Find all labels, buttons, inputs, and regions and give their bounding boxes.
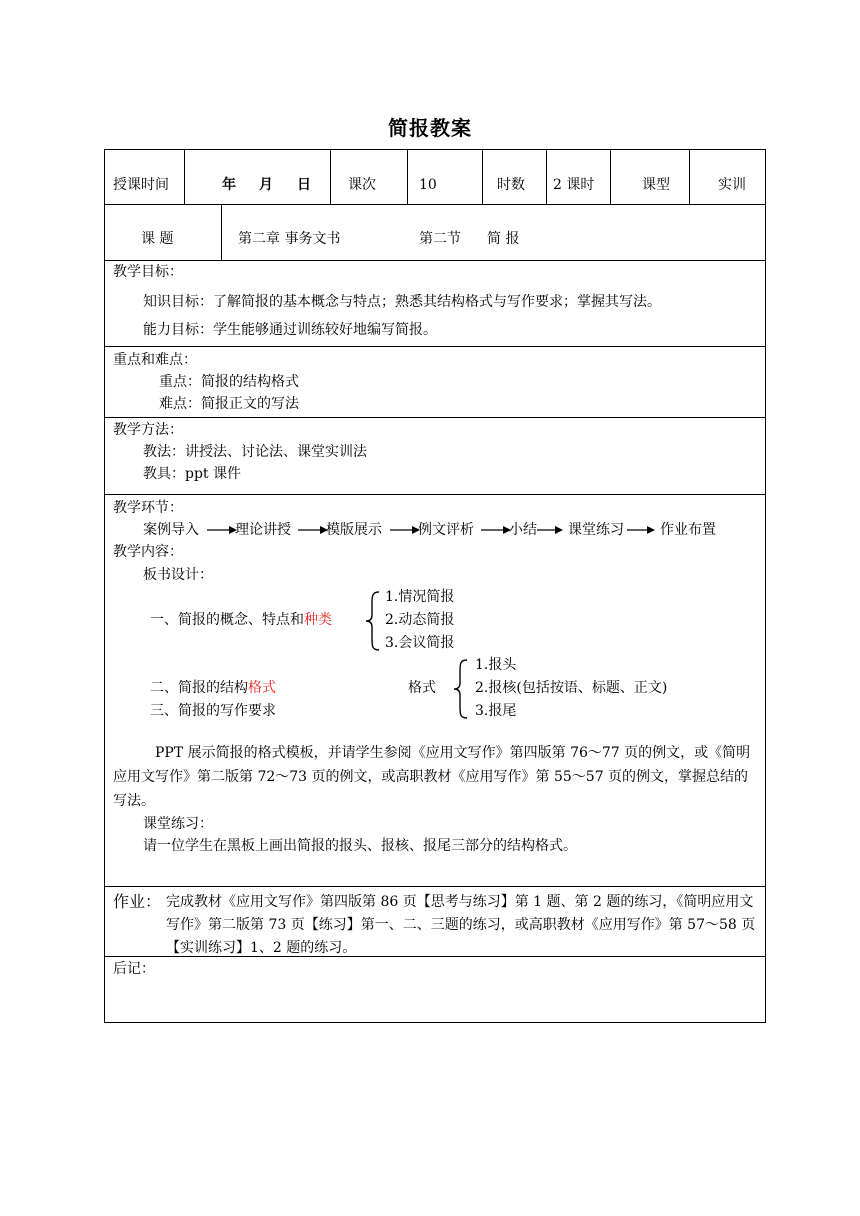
brace-icon bbox=[365, 590, 381, 652]
row-divider bbox=[105, 886, 765, 887]
day-label: 日 bbox=[297, 177, 311, 193]
practice-heading: 课堂练习： bbox=[143, 816, 213, 832]
process-step: 模版展示 bbox=[326, 522, 382, 538]
time-label: 授课时间 bbox=[113, 177, 169, 193]
year-label: 年 bbox=[222, 177, 236, 193]
process-step: 案例导入 bbox=[143, 522, 199, 538]
col-divider bbox=[546, 150, 547, 204]
row-divider bbox=[105, 417, 765, 418]
teaching-approach: 教法：讲授法、讨论法、课堂实训法 bbox=[143, 444, 367, 460]
arrow-right-icon bbox=[481, 525, 511, 535]
session-value: 10 bbox=[419, 177, 437, 193]
ppt-paragraph: PPT 展示简报的格式模板，并请学生参阅《应用文写作》第四版第 76～77 页的例文，或《简明应用文写作》第二版第 72～73 页的例文，或高职教材《应用写作》第 55～57 页的例文，掌握总结的写法。 bbox=[113, 745, 751, 809]
arrow-right-icon bbox=[390, 525, 420, 535]
arrow-right-icon bbox=[627, 525, 655, 535]
highlight-types: 种类 bbox=[304, 612, 332, 628]
board-heading: 板书设计： bbox=[143, 567, 213, 583]
topic-section-name: 简 报 bbox=[487, 231, 520, 247]
methods-heading: 教学方法： bbox=[113, 422, 183, 438]
teaching-tools: 教具：ppt 课件 bbox=[143, 466, 241, 482]
month-label: 月 bbox=[259, 177, 273, 193]
process-step: 理论讲授 bbox=[235, 522, 291, 538]
content-heading: 教学内容： bbox=[113, 544, 183, 560]
afterword-label: 后记： bbox=[113, 961, 155, 977]
document-title: 简报教案 bbox=[388, 116, 472, 140]
session-label: 课次 bbox=[348, 177, 376, 193]
row-divider bbox=[105, 204, 765, 205]
board-item-1: 一、简报的概念、特点和种类 bbox=[150, 612, 332, 628]
topic-section: 第二节 bbox=[419, 231, 461, 247]
process-step: 作业布置 bbox=[660, 522, 716, 538]
arrow-right-icon bbox=[298, 525, 328, 535]
format-label: 格式 bbox=[408, 680, 436, 696]
type-item: 3.会议简报 bbox=[385, 635, 455, 651]
knowledge-goal: 知识目标：了解简报的基本概念与特点；熟悉其结构格式与写作要求；掌握其写法。 bbox=[143, 294, 661, 310]
col-divider bbox=[610, 150, 611, 204]
row-divider bbox=[105, 494, 765, 495]
col-divider bbox=[184, 150, 185, 204]
board-item-3: 三、简报的写作要求 bbox=[150, 703, 276, 719]
arrow-right-icon bbox=[207, 525, 237, 535]
arrow-right-icon bbox=[537, 525, 563, 535]
process-step: 小结 bbox=[509, 522, 537, 538]
process-heading: 教学环节： bbox=[113, 500, 183, 516]
process-step: 例文评析 bbox=[418, 522, 474, 538]
hours-label: 时数 bbox=[497, 177, 525, 193]
topic-chapter: 第二章 事务文书 bbox=[238, 231, 341, 247]
format-part: 3.报尾 bbox=[475, 703, 517, 719]
type-item: 1.情况简报 bbox=[385, 589, 455, 605]
process-step: 课堂练习 bbox=[568, 522, 624, 538]
homework-label: 作业： bbox=[113, 892, 162, 911]
col-divider bbox=[221, 204, 222, 260]
keypoints-heading: 重点和难点： bbox=[113, 352, 197, 368]
key-point: 重点：简报的结构格式 bbox=[159, 374, 299, 390]
homework-text: 完成教材《应用文写作》第四版第 86 页【思考与练习】第 1 题、第 2 题的练习，《简明应用文写作》第二版第 73 页【练习】第一、二、三题的练习，或高职教材《应用写作》第 57～58 页【实训练习】1、2 题的练习。 bbox=[166, 894, 756, 956]
col-divider bbox=[407, 150, 408, 204]
col-divider bbox=[330, 150, 331, 204]
ability-goal: 能力目标：学生能够通过训练较好地编写简报。 bbox=[143, 322, 437, 338]
topic-label: 课 题 bbox=[141, 231, 174, 247]
board-item-2: 二、简报的结构格式 bbox=[150, 680, 276, 696]
brace-icon bbox=[453, 658, 469, 720]
col-divider bbox=[482, 150, 483, 204]
format-part: 2.报核(包括按语、标题、正文) bbox=[475, 680, 668, 696]
type-item: 2.动态简报 bbox=[385, 612, 455, 628]
row-divider bbox=[105, 260, 765, 261]
col-divider bbox=[689, 150, 690, 204]
highlight-format: 格式 bbox=[248, 680, 276, 696]
hours-value: 2 课时 bbox=[553, 177, 595, 193]
type-label: 课型 bbox=[642, 177, 670, 193]
row-divider bbox=[105, 346, 765, 347]
goals-heading: 教学目标： bbox=[113, 264, 183, 280]
lesson-plan-table bbox=[104, 149, 766, 1023]
format-part: 1.报头 bbox=[475, 657, 517, 673]
practice-text: 请一位学生在黑板上画出简报的报头、报核、报尾三部分的结构格式。 bbox=[143, 838, 577, 854]
type-value: 实训 bbox=[718, 177, 746, 193]
difficulty-point: 难点：简报正文的写法 bbox=[159, 396, 299, 412]
